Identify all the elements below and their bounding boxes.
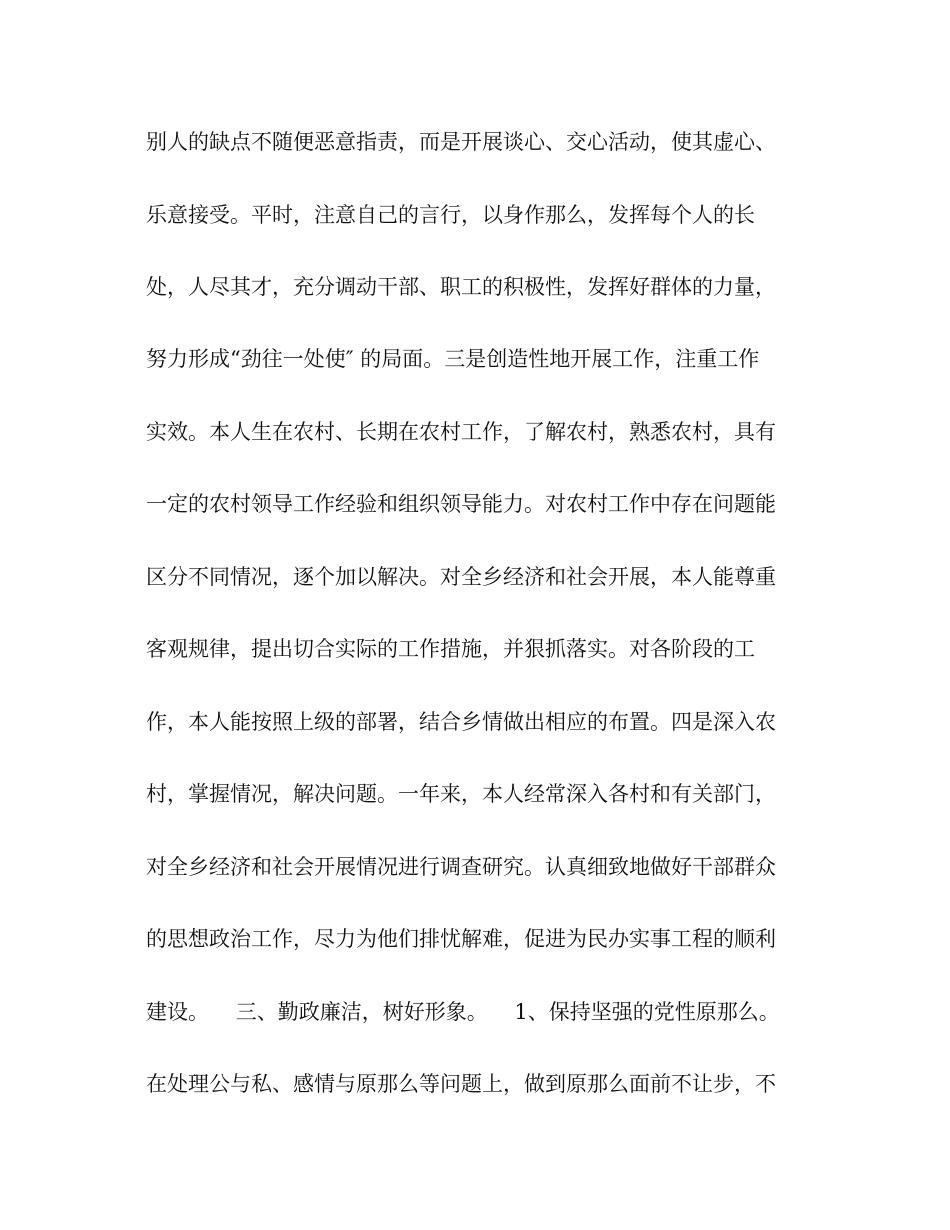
text-line-2: 乐意接受。平时，注意自己的言行，以身作那么，发挥每个人的长 <box>146 203 755 227</box>
text-line-4: 努力形成“劲往一处使″ 的局面。三是创造性地开展工作，注重工作 <box>146 347 760 371</box>
text-line-9: 作，本人能按照上级的部署，结合乡情做出相应的布置。四是深入农 <box>146 710 776 734</box>
text-line-6: 一定的农村领导工作经验和组织领导能力。对农村工作中存在问题能 <box>146 492 776 516</box>
text-line-11: 对全乡经济和社会开展情况进行调查研究。认真细致地做好干部群众 <box>146 855 776 879</box>
text-line-13: 建设。 三、勤政廉洁，树好形象。 1、保持坚强的党性原那么。 <box>146 1000 780 1024</box>
text-line-10: 村，掌握情况，解决问题。一年来，本人经常深入各村和有关部门， <box>146 782 776 806</box>
text-line-3: 处，人尽其才，充分调动干部、职工的积极性，发挥好群体的力量， <box>146 275 776 299</box>
text-line-1: 别人的缺点不随便恶意指责，而是开展谈心、交心活动，使其虚心、 <box>146 130 776 154</box>
text-line-7: 区分不同情况，逐个加以解决。对全乡经济和社会开展，本人能尊重 <box>146 565 776 589</box>
text-line-14: 在处理公与私、感情与原那么等问题上，做到原那么面前不让步，不 <box>146 1072 776 1096</box>
text-line-8: 客观规律，提出切合实际的工作措施，并狠抓落实。对各阶段的工 <box>146 637 755 661</box>
text-line-5: 实效。本人生在农村、长期在农村工作，了解农村，熟悉农村，具有 <box>146 420 776 444</box>
text-line-12: 的思想政治工作，尽力为他们排忧解难，促进为民办实事工程的顺利 <box>146 927 776 951</box>
